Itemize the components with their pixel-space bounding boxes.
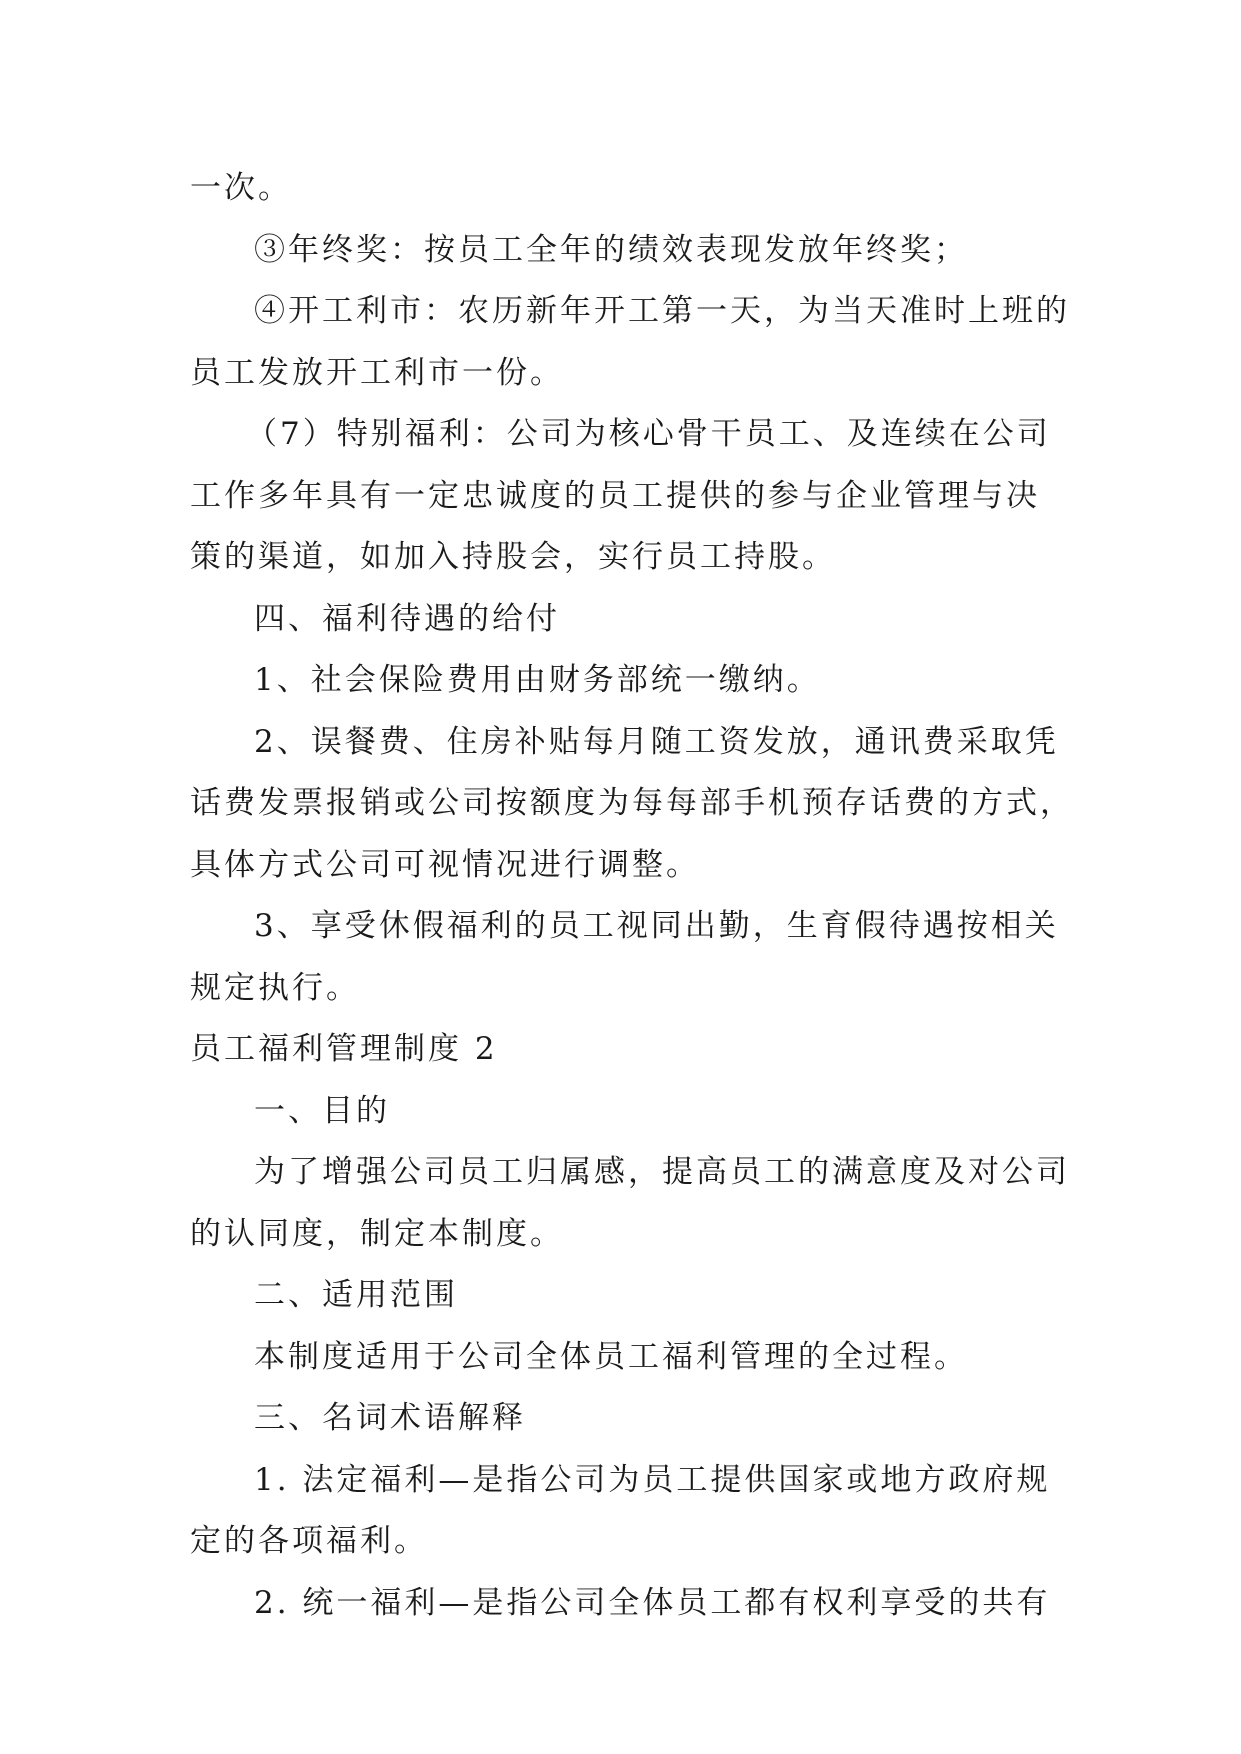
- text-line: 的认同度，制定本制度。: [190, 1215, 564, 1252]
- section-heading-terms: 三、名词术语解释: [254, 1400, 526, 1436]
- section-heading-benefit-payment: 四、福利待遇的给付: [254, 600, 560, 637]
- text-line-scope: 本制度适用于公司全体员工福利管理的全过程。: [254, 1338, 968, 1375]
- text-line-term-2: 2. 统一福利—是指公司全体员工都有权利享受的共有: [254, 1584, 1051, 1621]
- text-line-term-1: 1. 法定福利—是指公司为员工提供国家或地方政府规: [254, 1461, 1051, 1498]
- text-line-item-1: 1、社会保险费用由财务部统一缴纳。: [254, 662, 821, 698]
- text-line: 工作多年具有一定忠诚度的员工提供的参与企业管理与决: [190, 477, 1040, 514]
- text-line-year-end-bonus: ③年终奖：按员工全年的绩效表现发放年终奖；: [254, 231, 968, 268]
- text-line: 规定执行。: [190, 969, 360, 1006]
- document-subtitle: 员工福利管理制度 2: [190, 1031, 498, 1067]
- document-body: [190, 158, 1074, 1634]
- text-line-special-benefit: （7）特别福利：公司为核心骨干员工、及连续在公司: [246, 416, 1051, 452]
- section-heading-scope: 二、适用范围: [254, 1277, 458, 1313]
- text-line-item-3: 3、享受休假福利的员工视同出勤，生育假待遇按相关: [254, 908, 1059, 944]
- section-heading-purpose: 一、目的: [254, 1092, 390, 1129]
- text-line: 员工发放开工利市一份。: [190, 354, 564, 391]
- text-line-purpose: 为了增强公司员工归属感，提高员工的满意度及对公司: [254, 1154, 1070, 1190]
- text-line: 具体方式公司可视情况进行调整。: [190, 846, 700, 883]
- text-line-continuation: 一次。: [190, 170, 292, 206]
- text-line: 策的渠道，如加入持股会，实行员工持股。: [190, 539, 836, 575]
- text-line: 定的各项福利。: [190, 1523, 428, 1559]
- text-line: 话费发票报销或公司按额度为每每部手机预存话费的方式，: [190, 785, 1074, 821]
- text-line-item-2: 2、误餐费、住房补贴每月随工资发放，通讯费采取凭: [254, 723, 1059, 760]
- text-line-lucky-money: ④开工利市：农历新年开工第一天，为当天准时上班的: [254, 293, 1070, 329]
